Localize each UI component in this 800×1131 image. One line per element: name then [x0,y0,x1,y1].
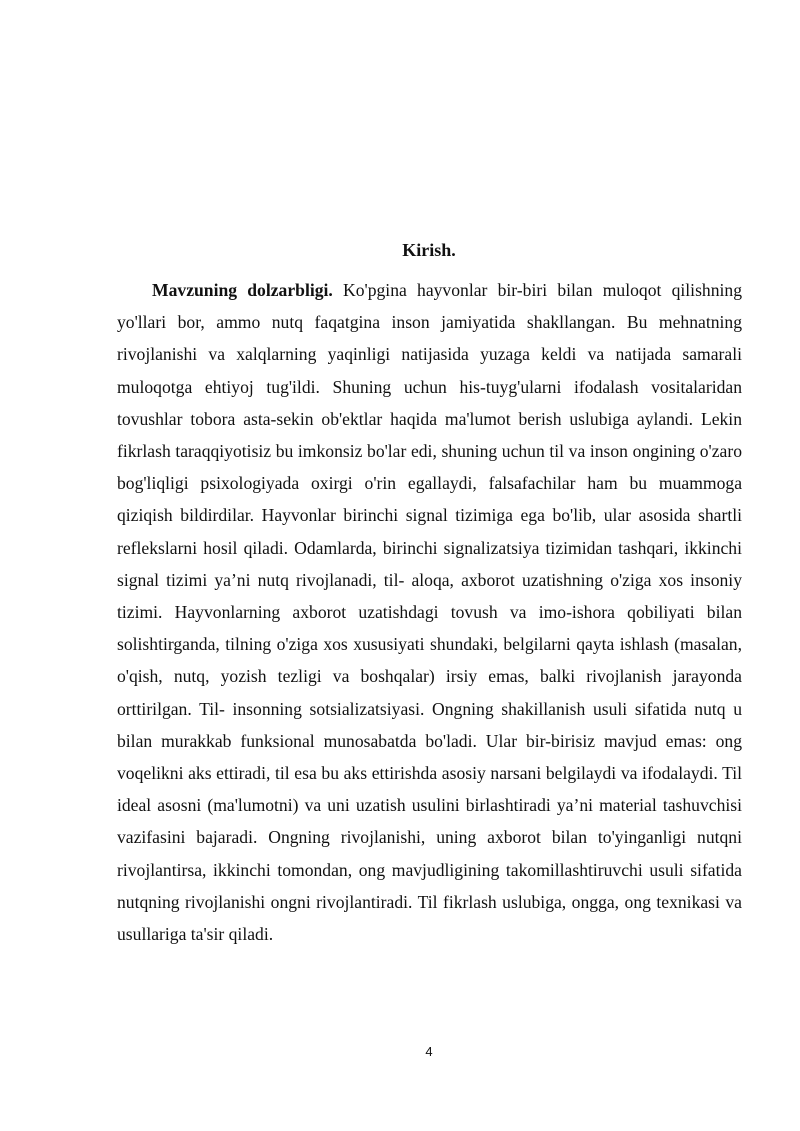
page-number: 4 [425,1044,433,1059]
paragraph-lead: Mavzuning dolzarbligi. [152,280,333,300]
page-title: Kirish. [402,240,456,260]
paragraph-text: Ko'pgina hayvonlar bir-biri bilan muloqot qilishning yo'llari bor, ammo nutq faqatgina inson jamiyatida shakllangan. Bu mehnatning rivojlanishi va xalqlarning yaqinligi natijasida yuzaga keldi va natijada samarali muloqotga ehtiyoj tug'ildi. Shuning uchun his-tuyg'ularni ifodalash vositalaridan tovushlar tobora asta-sekin ob'ektlar haqida ma'lumot berish uslubiga aylandi. Lekin fikrlash taraqqiyotisiz bu imkonsiz bo'lar edi, shuning uchun til va inson ongining o'zaro bog'liqligi psixologiyada oxirgi o'rin egallaydi, falsafachilar ham bu muammoga qiziqish bildirdilar. Hayvonlar birinchi signal tizimiga ega bo'lib, ular asosida shartli reflekslarni hosil qiladi. Odamlarda, birinchi signalizatsiya tizimidan tashqari, ikkinchi signal tizimi ya’ni nutq rivojlanadi, til- aloqa, axborot uzatishning o'ziga xos insoniy tizimi. Hayvonlarning axborot uzatishdagi tovush va imo-ishora qobiliyati bilan solishtirganda, tilning o'ziga xos xususiyati shundaki, belgilarni qayta ishlash (masalan, o'qish, nutq, yozish tezligi va boshqalar) irsiy emas, balki rivojlanish jarayonda orttirilgan. Til- insonning sotsializatsiyasi. Ongning shakillanish usuli sifatida nutq u bilan murakkab funksional munosabatda bo'ladi. Ular bir-birisiz mavjud emas: ong voqelikni aks ettiradi, til esa bu aks ettirishda asosiy narsani belgilaydi va ifodalaydi. Til ideal asosni (ma'lumotni) va uni uzatish usulini birlashtiradi ya’ni material tashuvchisi vazifasini bajaradi. Ongning rivojlanishi, uning axborot bilan to'yinganligi nutqni rivojlantirsa, ikkinchi tomondan, ong mavjudligining takomillashtiruvchi usuli sifatida nutqning rivojlanishi ongni rivojlantiradi. Til fikrlash uslubiga, ongga, ong texnikasi va usullariga ta'sir qiladi. [117,280,742,945]
body-paragraph [117,274,742,950]
